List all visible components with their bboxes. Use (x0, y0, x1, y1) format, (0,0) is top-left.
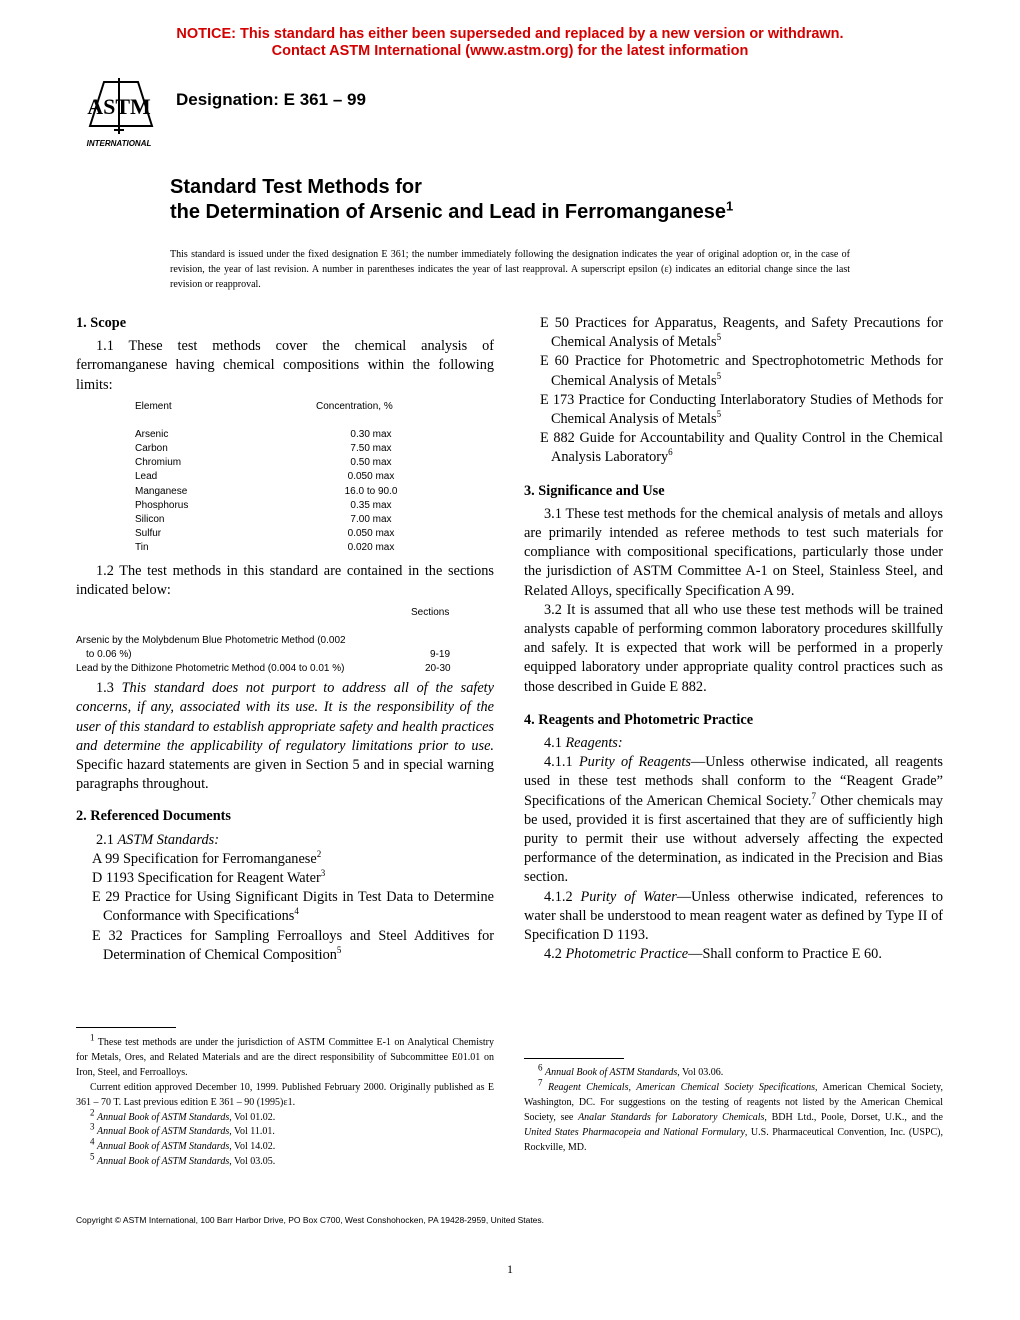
para-1-3-num: 1.3 (96, 680, 114, 697)
footnote-7-italic-3: United States Pharmacopeia and National Formulary (524, 1126, 745, 1138)
designation: Designation: E 361 – 99 (176, 90, 366, 109)
section-row-lead-method: Lead by the Dithizone Photometric Method (0.004 to 0.01 %) (76, 663, 345, 675)
para-4-1-1-text-a: —Unless otherwise indicated, all reagents used in these test methods shall conform to the “Reagent Grade” Specifications of the American Chemical Society. (524, 754, 943, 809)
para-1-2: 1.2 The test methods in this standard are contained in the sections indicated below: (76, 562, 494, 599)
limits-element: Silicon (135, 513, 165, 525)
limits-row (135, 470, 435, 484)
footnote-6-mark: 6 (538, 1062, 543, 1073)
para-4-1-1-text-b: Other chemicals may be used, provided it is first ascertained that they are of sufficiently high purity to permit their use without adversely affecting the expected performance of the determination, as indicated in the Precision and Bias section. (524, 792, 943, 886)
limits-element: Phosphorus (135, 499, 189, 511)
footnote-2-mark: 2 (90, 1107, 95, 1118)
referenced-doc (524, 352, 943, 390)
para-4-2 (524, 945, 943, 964)
referenced-doc-text: A 99 Specification for Ferromanganese (92, 850, 317, 867)
title-line-2: the Determination of Arsenic and Lead in Ferromanganese (170, 201, 727, 223)
limits-table (76, 400, 494, 558)
notice-banner (0, 26, 1020, 60)
footnotes-right (524, 1062, 943, 1155)
referenced-doc-note: 2 (316, 849, 322, 860)
referenced-docs-right (524, 314, 943, 468)
referenced-doc-note: 4 (294, 906, 299, 917)
limits-row (135, 428, 435, 442)
limits-value: 0.50 max (350, 457, 392, 469)
para-4-1-1-num: 4.1.1 (544, 754, 573, 771)
logo-text: ASTM (87, 94, 151, 119)
footnote-1b: Current edition approved December 10, 1999. Published February 2000. Originally published as E 361 – 70 T. Last previous edition E 361 – 90 (1995)ε1. (76, 1081, 494, 1108)
section-3-heading: 3. Significance and Use (524, 482, 665, 499)
referenced-doc (76, 927, 494, 965)
para-4-1-2-label: Purity of Water (580, 888, 677, 905)
section-1-heading: 1. Scope (76, 315, 127, 331)
footnote-2 (76, 1107, 494, 1126)
copyright: Copyright © ASTM International, 100 Barr Harbor Drive, PO Box C700, West Conshohocken, PA 19428-2959, United States. (76, 1215, 545, 1225)
footnote-4-text: , Vol 14.02. (229, 1141, 276, 1153)
para-2-1-num: 2.1 (96, 831, 114, 848)
title-footnote-mark: 1 (726, 198, 734, 214)
para-3-2: 3.2 It is assumed that all who use these test methods will be trained analysts capable of performing common laboratory procedures skillfully and safely. It is expected that work will be performed in a properly equipped laboratory under appropriate quality control practices such as those described in Guide E 882. (524, 601, 943, 695)
para-1-1: 1.1 These test methods cover the chemical analysis of ferromanganese having chemical compositions within the following limits: (76, 338, 494, 393)
limits-row (135, 527, 435, 541)
footnote-2-italic: Annual Book of ASTM Standards (97, 1111, 230, 1123)
referenced-doc-text: E 60 Practice for Photometric and Spectrophotometric Methods for Chemical Analysis of Metals (540, 353, 943, 389)
para-1-3-rest: Specific hazard statements are given in Section 5 and in special warning paragraphs throughout. (76, 757, 494, 793)
referenced-doc (76, 850, 494, 869)
astm-logo (76, 74, 162, 150)
footnote-3-text: , Vol 11.01. (229, 1126, 275, 1138)
footnote-7-text-b: , BDH Ltd., Poole, Dorset, U.K., and the (764, 1111, 943, 1123)
footnote-7-italic-1: Reagent Chemicals, American Chemical Society Specifications (548, 1081, 815, 1093)
para-2-1 (76, 831, 494, 850)
referenced-doc-text: E 882 Guide for Accountability and Quality Control in the Chemical Analysis Laboratory (540, 430, 943, 466)
para-4-1-1 (524, 753, 943, 887)
referenced-doc-text: E 29 Practice for Using Significant Digits in Test Data to Determine Conformance with Specifications (92, 889, 494, 925)
footnote-7-italic-2: Analar Standards for Laboratory Chemicals (578, 1111, 765, 1123)
limits-value: 0.050 max (347, 471, 395, 483)
limits-value: 0.020 max (347, 542, 395, 554)
para-4-1-2-num: 4.1.2 (544, 888, 573, 905)
section-row-arsenic-method-cont: to 0.06 %) (86, 649, 132, 661)
notice-line-2: Contact ASTM International (www.astm.org) for the latest information (271, 43, 749, 59)
section-4-heading: 4. Reagents and Photometric Practice (524, 711, 754, 728)
footnote-1-mark: 1 (90, 1032, 95, 1043)
footnote-2-text: , Vol 01.02. (229, 1111, 276, 1123)
footnote-rule-right (524, 1058, 624, 1059)
limits-header-concentration: Concentration, % (316, 400, 393, 412)
footnotes-left (76, 1032, 494, 1170)
logo-subtext: INTERNATIONAL (86, 139, 152, 148)
limits-row (135, 485, 435, 499)
limits-value: 0.30 max (350, 428, 392, 440)
limits-element: Carbon (135, 443, 168, 454)
limits-value: 7.50 max (350, 443, 392, 454)
referenced-doc-note: 3 (320, 868, 326, 879)
footnote-1 (76, 1032, 494, 1081)
section-row-arsenic-sections: 9-19 (430, 649, 451, 661)
page-title (170, 175, 733, 225)
footnote-4-mark: 4 (90, 1137, 95, 1148)
limits-row (135, 541, 435, 555)
limits-element: Arsenic (135, 428, 169, 440)
footnote-6 (524, 1062, 943, 1081)
referenced-doc-text: E 173 Practice for Conducting Interlaboratory Studies of Methods for Chemical Analysis of Metals (540, 391, 943, 428)
limits-value: 16.0 to 90.0 (344, 485, 398, 497)
referenced-doc (524, 429, 943, 467)
para-4-2-label: Photometric Practice (565, 946, 689, 963)
para-4-1-label: Reagents: (565, 735, 623, 752)
limits-row (135, 456, 435, 470)
limits-element: Tin (135, 542, 149, 554)
footnote-7 (524, 1077, 943, 1156)
para-4-1-2 (524, 888, 943, 946)
footnote-3-italic: Annual Book of ASTM Standards (97, 1126, 230, 1138)
footnote-3 (76, 1122, 494, 1140)
para-4-1 (524, 734, 943, 753)
left-column (76, 314, 494, 965)
limits-value: 0.35 max (350, 499, 392, 511)
footnote-5 (76, 1151, 494, 1170)
limits-element: Lead (135, 471, 158, 483)
referenced-doc-note: 5 (716, 370, 722, 381)
referenced-docs-left (76, 850, 494, 965)
footnote-4-italic: Annual Book of ASTM Standards (97, 1141, 230, 1153)
referenced-doc (76, 869, 494, 888)
referenced-doc (524, 391, 943, 429)
referenced-doc-note: 5 (336, 945, 342, 956)
sections-header: Sections (411, 607, 450, 619)
section-row-lead-sections: 20-30 (425, 663, 451, 675)
footnote-3-mark: 3 (90, 1122, 95, 1133)
limits-element: Manganese (135, 485, 188, 497)
sections-table (76, 606, 494, 675)
footnote-5-mark: 5 (90, 1151, 95, 1162)
limits-header-element: Element (135, 400, 172, 412)
limits-rows (135, 428, 435, 556)
footnote-6-italic: Annual Book of ASTM Standards (545, 1067, 678, 1078)
preamble: This standard is issued under the fixed designation E 361; the number immediately following the designation indicates the year of original adoption or, in the case of revision, the year of last revision. A number in parentheses indicates the year of last reapproval. A superscript epsilon (ε) indicates an editorial change since the last revision or reapproval. (170, 249, 850, 290)
footnote-rule-left (76, 1027, 176, 1028)
para-4-1-1-label: Purity of Reagents (578, 754, 691, 771)
footnote-7-mark: 7 (538, 1077, 543, 1088)
para-4-2-num: 4.2 (544, 946, 562, 963)
referenced-doc (524, 314, 943, 352)
para-4-2-text: —Shall conform to Practice E 60. (688, 946, 882, 963)
notice-line-1: NOTICE: This standard has either been superseded and replaced by a new version or withdrawn. (176, 26, 844, 42)
referenced-doc-note: 5 (716, 332, 722, 343)
para-2-1-label: ASTM Standards: (117, 831, 219, 848)
para-1-3-italic: This standard does not purport to address all of the safety concerns, if any, associated with its use. It is the responsibility of the user of this standard to establish appropriate safety and health practices and determine the applicability of regulatory limitations prior to use. (76, 680, 494, 754)
limits-row (135, 499, 435, 513)
footnote-7-text-c: , U.S. Pharmaceutical Convention, Inc. (USPC), Rockville, MD. (524, 1126, 943, 1153)
referenced-doc-note: 5 (716, 409, 722, 420)
section-2-heading: 2. Referenced Documents (76, 808, 231, 825)
footnote-5-text: , Vol 03.05. (229, 1156, 276, 1168)
title-line-1: Standard Test Methods for (170, 176, 422, 198)
referenced-doc-note: 6 (668, 447, 673, 458)
right-column (524, 314, 943, 965)
referenced-doc-text: D 1193 Specification for Reagent Water (92, 870, 321, 887)
limits-value: 7.00 max (350, 513, 392, 525)
referenced-doc-text: E 32 Practices for Sampling Ferroalloys and Steel Additives for Determination of Chemical Composition (92, 927, 494, 963)
footnote-5-italic: Annual Book of ASTM Standards (97, 1156, 230, 1168)
footnote-6-text: , Vol 03.06. (677, 1067, 724, 1078)
para-4-1-num: 4.1 (544, 735, 562, 752)
page-number: 1 (507, 1262, 513, 1276)
limits-element: Sulfur (135, 528, 162, 540)
limits-row (135, 513, 435, 527)
para-1-3 (76, 679, 494, 794)
limits-row (135, 442, 435, 456)
para-4-1-2-text: —Unless otherwise indicated, references to water shall be understood to mean reagent water as defined by Type II of Specification D 1193. (524, 888, 943, 944)
referenced-doc-text: E 50 Practices for Apparatus, Reagents, and Safety Precautions for Chemical Analysis of Metals (540, 315, 943, 351)
limits-element: Chromium (135, 457, 182, 469)
footnote-7-text-a: , American Chemical Society, Washington, DC. For suggestions on the testing of reagents not listed by the American Chemical Society, see (524, 1081, 943, 1123)
footnote-1-text: These test methods are under the jurisdiction of ASTM Committee E-1 on Analytical Chemistry for Metals, Ores, and Related Materials and are the direct responsibility of Subcommittee E01.01 on Iron, Steel, and Ferroalloys. (76, 1037, 494, 1078)
para-4-1-1-note: 7 (811, 790, 816, 801)
section-row-arsenic-method: Arsenic by the Molybdenum Blue Photometric Method (0.002 (76, 635, 346, 647)
footnote-4 (76, 1137, 494, 1155)
para-3-1: 3.1 These test methods for the chemical analysis of metals and alloys are primarily intended as referee methods to test such materials for compliance with compositional specifications, particularly those under the jurisdiction of ASTM Committee A-1 on Steel, Stainless Steel, and Related Alloys, specifically Specification A 99. (524, 505, 943, 599)
referenced-doc (76, 888, 494, 926)
limits-value: 0.050 max (347, 528, 395, 540)
